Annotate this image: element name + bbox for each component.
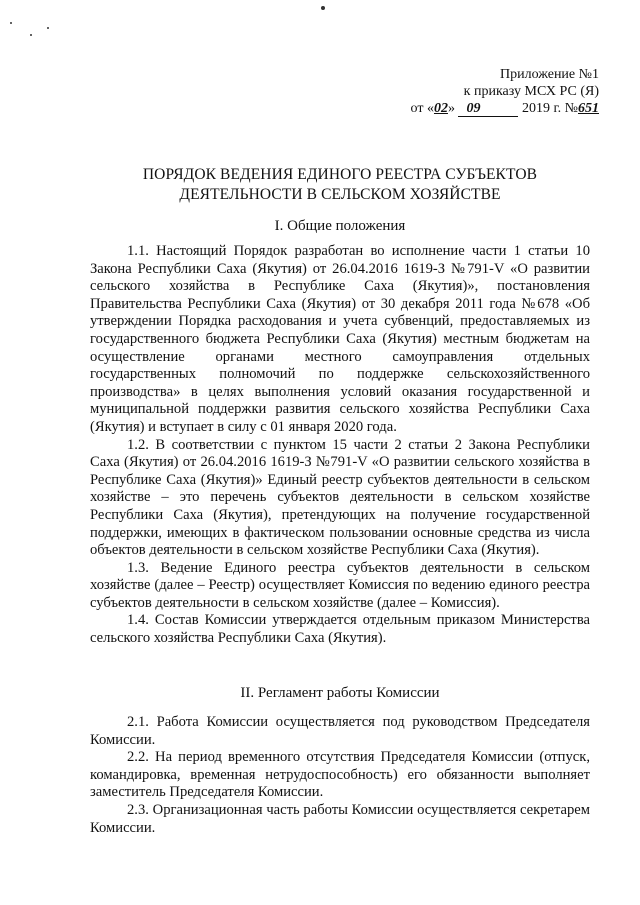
paragraph-2-2: 2.2. На период временного отсутствия Председателя Комиссии (отпуск, командировка, временная нетрудоспособность) его обязанности выполняет заместитель Председателя Комиссии.	[90, 749, 590, 801]
date-mid: »	[447, 101, 459, 116]
paragraph-1-3: 1.3. Ведение Единого реестра субъектов деятельности в сельском хозяйстве (далее – Реестр) осуществляет Комиссия по ведению единого реестра субъектов деятельности в сельском хозяйстве (далее – Комиссия).	[90, 559, 590, 611]
appendix-header	[411, 66, 599, 117]
document-title	[90, 165, 590, 205]
title-line-2: ДЕЯТЕЛЬНОСТИ В СЕЛЬСКОМ ХОЗЯЙСТВЕ	[179, 186, 501, 203]
scan-speck	[47, 27, 49, 29]
paragraph-2-3: 2.3. Организационная часть работы Комиссии осуществляется секретарем Комиссии.	[90, 801, 590, 836]
appendix-title: Приложение №1	[500, 67, 599, 82]
date-month: 09	[458, 102, 518, 117]
appendix-date-line	[411, 100, 599, 117]
scan-speck	[321, 6, 325, 10]
date-suffix: 2019 г. №	[521, 101, 578, 116]
scan-speck	[10, 22, 12, 24]
paragraph-1-4: 1.4. Состав Комиссии утверждается отдельным приказом Министерства сельского хозяйства Республики Саха (Якутия).	[90, 612, 590, 647]
title-line-1: ПОРЯДОК ВЕДЕНИЯ ЕДИНОГО РЕЕСТРА СУБЪЕКТОВ	[142, 166, 538, 183]
paragraph-1-2: 1.2. В соответствии с пунктом 15 части 2 статьи 2 Закона Республики Саха (Якутия) от 26.04.2016 1619-З №791-V «О развитии сельского хозяйства в Республике Саха (Якутия)» Единый реестр субъектов деятельности в сельском хозяйстве – это перечень субъектов деятельности в сельском хозяйстве Республики Саха (Якутия), претендующих на получение государственной поддержки, имеющих в фактическом пользовании основные средства из числа объектов деятельности в сельском хозяйстве Республики Саха (Якутия).	[90, 436, 590, 559]
section-1-body	[90, 243, 590, 648]
scan-speck	[30, 34, 32, 36]
paragraph-2-1: 2.1. Работа Комиссии осуществляется под руководством Председателя Комиссии.	[90, 714, 590, 748]
section-2-body	[90, 714, 590, 837]
paragraph-1-1: 1.1. Настоящий Порядок разработан во исполнение части 1 статьи 10 Закона Республики Саха (Якутия) от 26.04.2016 1619-З №791-V «О развитии сельского хозяйства в Республике Саха (Якутия)», постановления Правительства Республики Саха (Якутия) от 30 декабря 2011 года №678 «Об утверждении Порядка расходования и учета субвенций, предоставляемых из государственного бюджета Республики Саха (Якутия) местным бюджетам на осуществление органами местного самоуправления отдельных государственных полномочий по поддержке сельскохозяйственного производства» в целях выполнения условий оказания государственной и муниципальной поддержки развития сельского хозяйства Республики Саха (Якутия) и вступает в силу с 01 января 2020 года.	[90, 243, 590, 435]
date-day: 02	[433, 101, 448, 116]
section-1-heading: I. Общие положения	[274, 218, 406, 234]
appendix-order-ref: к приказу МСХ РС (Я)	[463, 84, 599, 99]
order-number: 651	[578, 101, 599, 116]
section-2-heading: II. Регламент работы Комиссии	[240, 685, 440, 701]
date-prefix: от «	[410, 101, 434, 116]
